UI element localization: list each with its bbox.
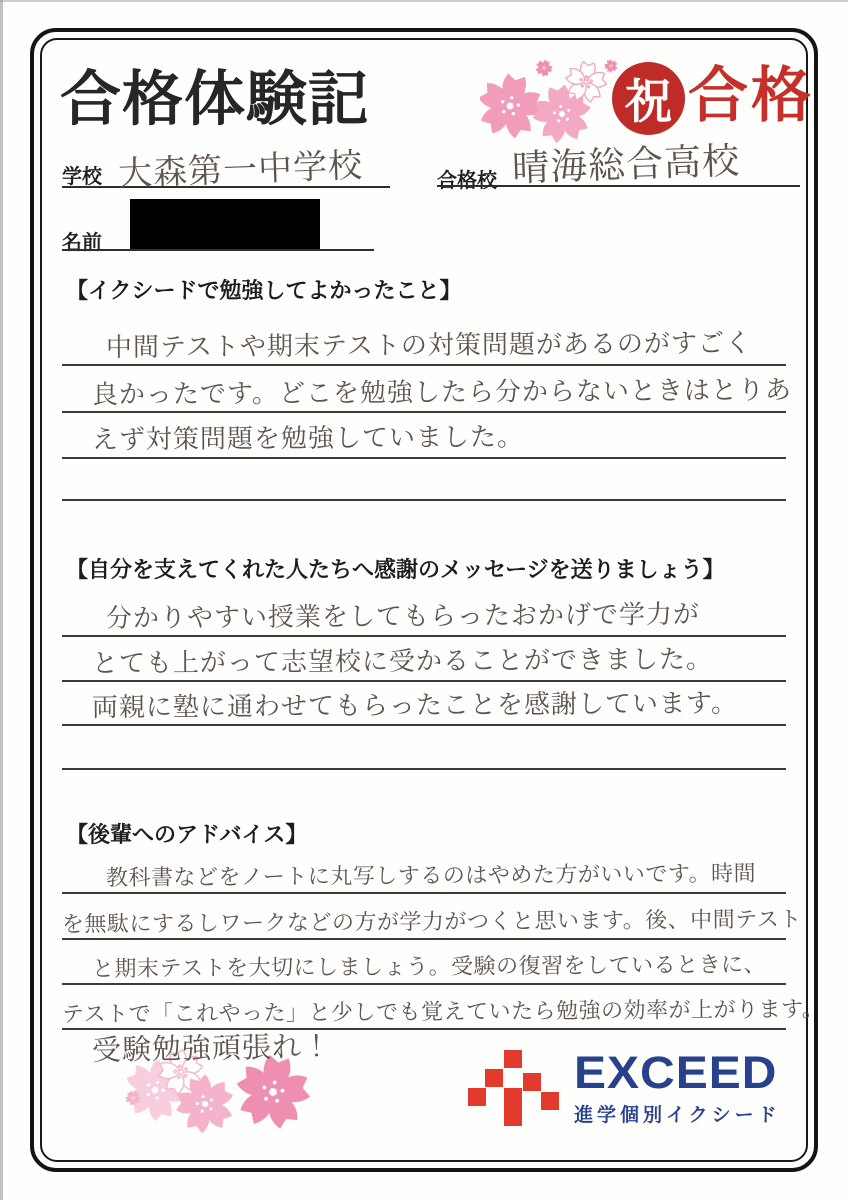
handwriting-line: 教科書などをノートに丸写しするのはやめた方がいいです。時間	[105, 861, 757, 891]
exceed-logo-name: EXCEED	[574, 1048, 778, 1099]
handwriting-line: えず対策問題を勉強していました。	[91, 422, 525, 456]
school-label: 学校	[62, 166, 102, 188]
ruled-line	[62, 635, 786, 682]
passed-school-label: 合格校	[437, 170, 497, 192]
shuku-character: 祝	[625, 77, 672, 129]
ruled-line	[62, 680, 786, 726]
handwriting-line: を無駄にするしワークなどの方が学力がつくと思います。後、中間テスト	[61, 907, 802, 938]
school-value-handwriting: 大森第一中学校	[117, 145, 364, 195]
ruled-line	[61, 892, 802, 940]
ruled-line	[62, 457, 786, 501]
ruled-line	[62, 724, 786, 770]
handwriting-line: 中間テストや期末テストの対策問題があるのがすごく	[105, 328, 753, 364]
ruled-line	[62, 365, 793, 413]
exceed-logo-subtitle: 進学個別イクシード	[574, 1105, 781, 1126]
cherry-blossoms-top-icon	[480, 54, 620, 146]
ruled-line	[62, 411, 786, 459]
ruled-line	[61, 983, 825, 1030]
ruled-line	[62, 938, 786, 985]
handwriting-line: と期末テストを大切にしましょう。受験の復習をしているときに、	[91, 952, 767, 983]
name-redaction-box	[130, 199, 320, 249]
section3-heading: 【後輩へのアドバイス】	[66, 822, 308, 847]
handwriting-line: とても上がって志望校に受かることができました。	[91, 645, 714, 680]
exceed-logo	[468, 1050, 781, 1130]
handwriting-tail-line: 受験勉強頑張れ！	[91, 1028, 333, 1068]
gokaku-text: 合格	[688, 63, 814, 129]
name-label: 名前	[62, 232, 102, 254]
passed-school-value-handwriting: 晴海総合高校	[511, 139, 741, 190]
section1-heading: 【イクシードで勉強してよかったこと】	[66, 278, 462, 303]
handwriting-line: テストで「これやった」と少しでも覚えていたら勉強の効率が上がります。	[61, 997, 825, 1028]
name-underline	[62, 249, 374, 251]
scan-artifact-top	[0, 0, 848, 2]
page-title: 合格体験記	[60, 65, 371, 133]
section2-heading: 【自分を支えてくれた人たちへ感謝のメッセージを送りましょう】	[66, 557, 725, 582]
handwriting-line: 両親に塾に通わせてもらったことを感謝しています。	[91, 689, 739, 724]
handwriting-line: 分かりやすい授業をしてもらったおかげで学力が	[105, 600, 701, 635]
ruled-line	[62, 318, 786, 366]
shuku-stamp-icon	[612, 62, 685, 135]
exceed-logo-icon	[468, 1050, 560, 1130]
ruled-line	[62, 846, 786, 894]
handwriting-line: 良かったです。どこを勉強したら分からないときはとりあ	[91, 375, 793, 411]
ruled-line	[62, 589, 786, 637]
scan-artifact-left	[0, 0, 3, 1200]
